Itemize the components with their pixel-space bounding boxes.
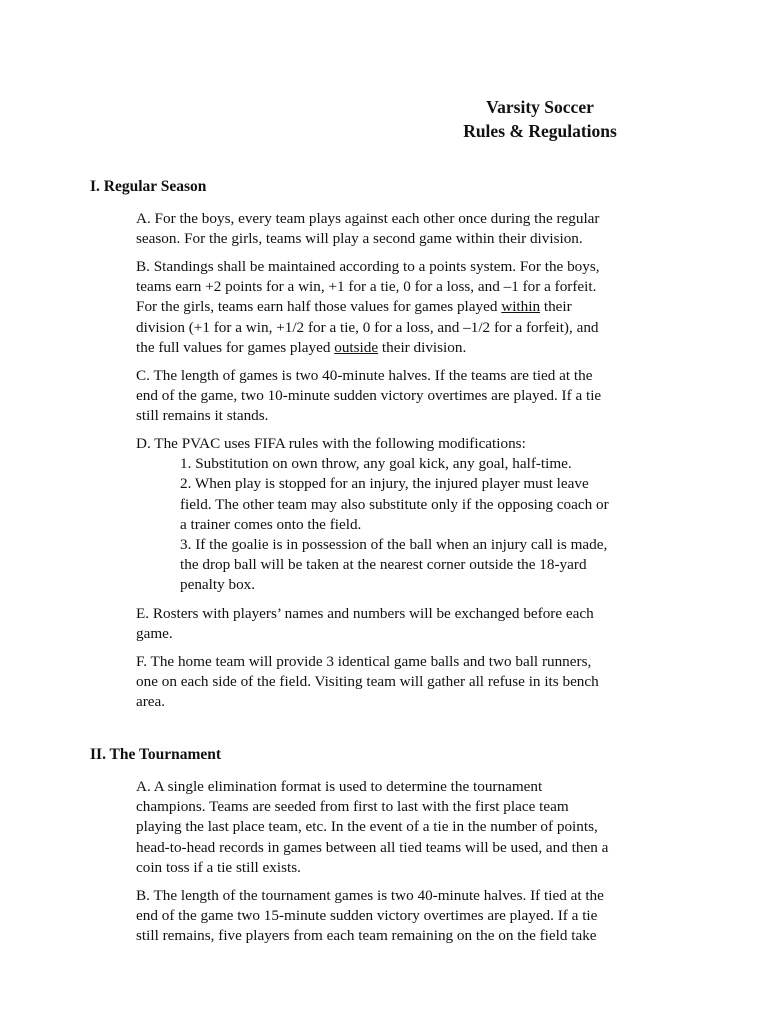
- text-run: their division.: [378, 338, 467, 356]
- text-line: A. A single elimination format is used to determine the tournament: [136, 778, 543, 795]
- text-line: F. The home team will provide 3 identical game balls and two ball runners,: [136, 653, 592, 670]
- text-line: 2. When play is stopped for an injury, the injured player must leave: [180, 475, 589, 493]
- text-line: coin toss if a tie still exists.: [136, 858, 301, 876]
- paragraph-1b: [136, 257, 684, 358]
- text-line: still remains it stands.: [136, 407, 269, 425]
- text-line: penalty box.: [180, 576, 256, 594]
- text-line: game.: [136, 625, 173, 643]
- section-heading-tournament: II. The Tournament: [90, 746, 222, 763]
- text-line: end of the game two 15-minute sudden victory overtimes are played. If a tie: [136, 907, 598, 925]
- text-line: E. Rosters with players’ names and numbers will be exchanged before each: [136, 605, 594, 622]
- paragraph-1c: [136, 366, 684, 427]
- paragraph-2b: [136, 886, 684, 947]
- text-line: end of the game, two 10-minute sudden victory overtimes are played. If a tie: [136, 387, 602, 405]
- text-line: teams earn +2 points for a win, +1 for a tie, 0 for a loss, and –1 for a forfeit.: [136, 278, 597, 296]
- paragraph-1f: [136, 652, 684, 713]
- text-line: one on each side of the field. Visiting team will gather all refuse in its bench: [136, 673, 599, 691]
- title-line-1: Varsity Soccer: [486, 97, 594, 117]
- text-line: area.: [136, 693, 166, 711]
- text-line: season. For the girls, teams will play a second game within their division.: [136, 230, 583, 248]
- text-line: playing the last place team, etc. In the event of a tie in the number of points,: [136, 818, 598, 836]
- text-line: a trainer comes onto the field.: [180, 515, 362, 533]
- text-line: 1. Substitution on own throw, any goal kick, any goal, half-time.: [180, 455, 572, 473]
- text-line: [136, 297, 684, 317]
- underlined-text: within: [501, 298, 541, 316]
- text-line: the drop ball will be taken at the nearest corner outside the 18-yard: [180, 556, 587, 574]
- paragraph-1d: [136, 434, 684, 596]
- text-line: D. The PVAC uses FIFA rules with the following modifications:: [136, 435, 526, 452]
- text-line: field. The other team may also substitute only if the opposing coach or: [180, 495, 609, 513]
- text-line: A. For the boys, every team plays against each other once during the regular: [136, 210, 600, 227]
- title-line-2: Rules & Regulations: [463, 121, 617, 141]
- text-line: C. The length of games is two 40-minute halves. If the teams are tied at the: [136, 367, 593, 384]
- section-heading-regular-season: I. Regular Season: [90, 178, 207, 195]
- text-run: For the girls, teams earn half those values for games played: [136, 298, 502, 316]
- text-run: their: [540, 298, 572, 316]
- document-title: [440, 95, 640, 143]
- text-line: head-to-head records in games between all tied teams will be used, and then a: [136, 838, 609, 856]
- underlined-text: outside: [334, 338, 379, 356]
- paragraph-2a: [136, 777, 684, 878]
- text-line: 3. If the goalie is in possession of the ball when an injury call is made,: [180, 536, 608, 554]
- text-run: the full values for games played: [136, 338, 335, 356]
- text-line: champions. Teams are seeded from first to last with the first place team: [136, 798, 569, 816]
- text-line: [136, 338, 684, 358]
- paragraph-1e: [136, 604, 684, 644]
- text-line: B. The length of the tournament games is two 40-minute halves. If tied at the: [136, 887, 604, 904]
- text-line: still remains, five players from each team remaining on the on the field take: [136, 927, 597, 945]
- text-line: division (+1 for a win, +1/2 for a tie, 0 for a loss, and –1/2 for a forfeit), and: [136, 318, 599, 336]
- paragraph-1a: [136, 209, 684, 249]
- text-line: B. Standings shall be maintained according to a points system. For the boys,: [136, 258, 600, 275]
